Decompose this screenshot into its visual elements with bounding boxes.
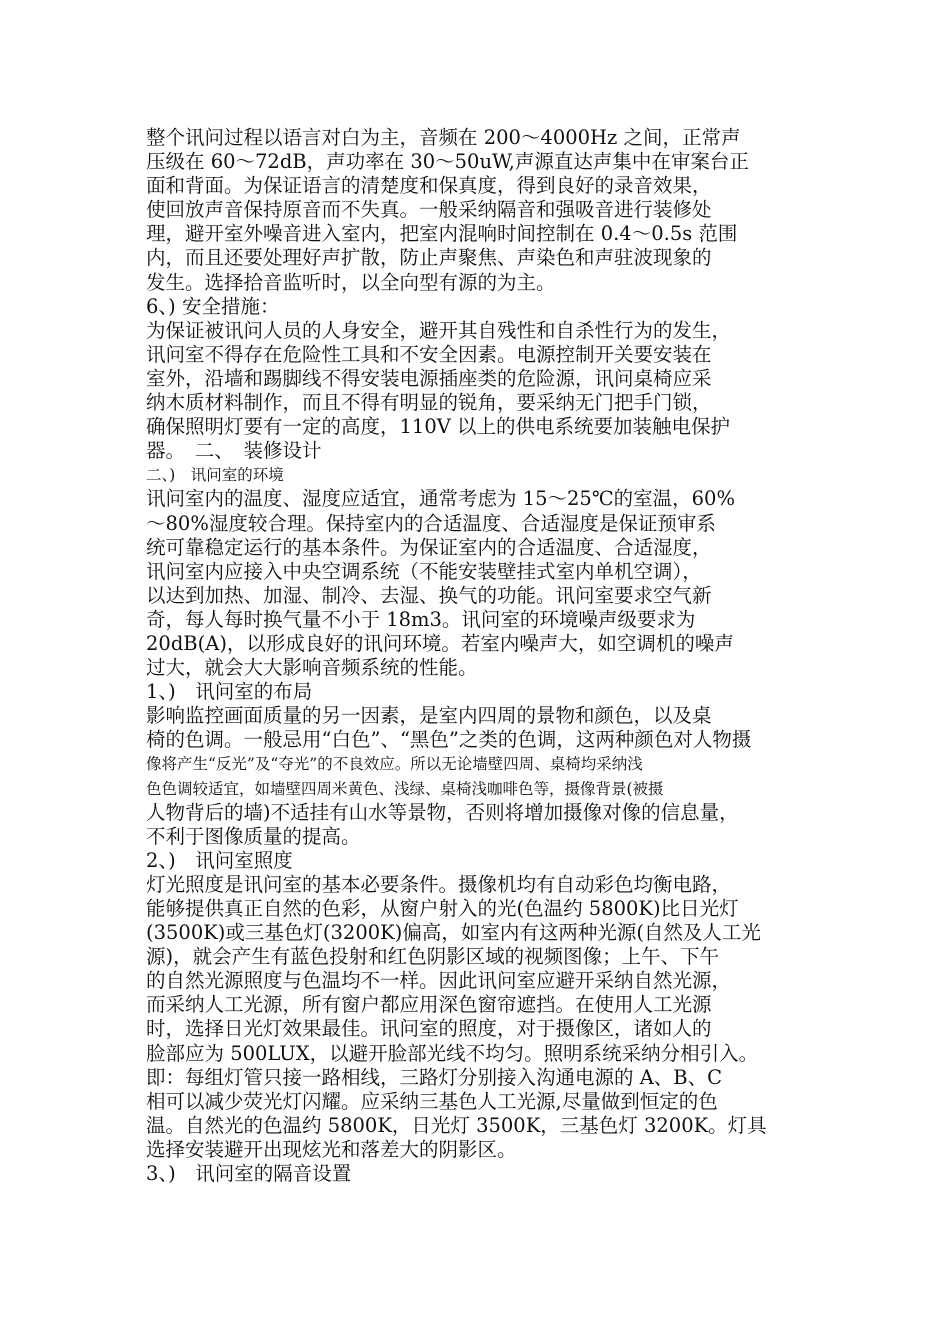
text-line: 发生。选择拾音监听时，以全向型有源的为主。	[146, 270, 556, 294]
section-heading: 二、) 讯问室的环境	[146, 466, 284, 485]
text-line: 器。 二、 装修设计	[146, 439, 322, 463]
text-line: 讯问室内的温度、湿度应适宜，通常考虑为 15～25℃的室温，60%	[146, 487, 735, 511]
section-heading: 3、) 讯问室的隔音设置	[146, 1162, 352, 1186]
section-heading: 2、) 讯问室照度	[146, 848, 293, 872]
section-heading: 6、) 安全措施：	[146, 294, 280, 318]
text-line: 源)，就会产生有蓝色投射和红色阴影区域的视频图像；上午、下午	[146, 945, 720, 969]
text-line: 理，避开室外噪音进入室内，把室内混响时间控制在 0.4～0.5s 范围	[146, 222, 738, 246]
text-line: 选择安装避开出现炫光和落差大的阴影区。	[146, 1137, 517, 1161]
text-line: 室外，沿墙和踢脚线不得安装电源插座类的危险源，讯问桌椅应采	[146, 366, 712, 390]
text-line: 人物背后的墙)不适挂有山水等景物，否则将增加摄像对像的信息量，	[146, 800, 739, 824]
text-line: 以达到加热、加湿、制冷、去湿、换气的功能。讯问室要求空气新	[146, 583, 712, 607]
text-line: 内，而且还要处理好声扩散，防止声聚焦、声染色和声驻波现象的	[146, 246, 712, 270]
text-line: 脸部应为 500LUX，以避开脸部光线不均匀。照明系统采纳分相引入。	[146, 1041, 759, 1065]
text-line: 时，选择日光灯效果最佳。讯问室的照度，对于摄像区，诸如人的	[146, 1017, 712, 1041]
text-line: 不利于图像质量的提高。	[146, 824, 361, 848]
text-line: 能够提供真正自然的色彩，从窗户射入的光(色温约 5800K)比日光灯	[146, 897, 739, 920]
text-line: 统可靠稳定运行的基本条件。为保证室内的合适温度、合适湿度，	[146, 535, 712, 559]
text-line: 色色调较适宜，如墙壁四周米黄色、浅绿、桌椅浅咖啡色等，摄像背景(被摄	[146, 779, 664, 798]
text-line: 为保证被讯问人员的人身安全，避开其自残性和自杀性行为的发生，	[146, 318, 732, 342]
text-line: 使回放声音保持原音而不失真。一般采纳隔音和强吸音进行装修处	[146, 198, 712, 222]
text-line: 而采纳人工光源，所有窗户都应用深色窗帘遮挡。在使用人工光源	[146, 993, 712, 1017]
text-line: 影响监控画面质量的另一因素，是室内四周的景物和颜色，以及桌	[146, 704, 712, 728]
text-line: ～80%湿度较合理。保持室内的合适温度、合适湿度是保证预审系	[146, 511, 716, 535]
document-body	[146, 126, 826, 1186]
text-line: 压级在 60～72dB，声功率在 30～50uW,声源直达声集中在审案台正	[146, 150, 749, 174]
text-line: 20dB(A)，以形成良好的讯问环境。若室内噪声大，如空调机的噪声	[146, 631, 734, 655]
text-line: 纳木质材料制作，而且不得有明显的锐角，要采纳无门把手门锁，	[146, 391, 712, 415]
section-heading: 1、) 讯问室的布局	[146, 680, 313, 704]
text-line: 奇，每人每时换气量不小于 18m3。讯问室的环境噪声级要求为	[146, 607, 696, 631]
text-line: (3500K)或三基色灯(3200K)偏高，如室内有这两种光源(自然及人工光	[146, 921, 761, 945]
text-line: 确保照明灯要有一定的高度，110V 以上的供电系统要加装触电保护	[146, 415, 731, 439]
text-line: 过大，就会大大影响音频系统的性能。	[146, 656, 478, 680]
text-line: 温。自然光的色温约 5800K，日光灯 3500K，三基色灯 3200K。灯具	[146, 1113, 767, 1137]
text-line: 椅的色调。一般忌用“白色”、“黑色”之类的色调，这两种颜色对人物摄	[146, 728, 752, 752]
text-line: 的自然光源照度与色温均不一样。因此讯问室应避开采纳自然光源，	[146, 969, 732, 993]
text-line: 即：每组灯管只接一路相线，三路灯分别接入沟通电源的 A、B、C	[146, 1065, 723, 1089]
text-line: 相可以减少荧光灯闪耀。应采纳三基色人工光源,尽量做到恒定的色	[146, 1089, 718, 1113]
text-line: 整个讯问过程以语言对白为主，音频在 200～4000Hz 之间，正常声	[146, 126, 741, 149]
text-line: 像将产生“反光”及“夺光”的不良效应。所以无论墙壁四周、桌椅均采纳浅	[146, 755, 643, 774]
text-line: 讯问室内应接入中央空调系统（不能安装壁挂式室内单机空调），	[146, 559, 702, 583]
text-line: 讯问室不得存在危险性工具和不安全因素。电源控制开关要安装在	[146, 342, 712, 366]
text-line: 灯光照度是讯问室的基本必要条件。摄像机均有自动彩色均衡电路，	[146, 872, 732, 896]
text-line: 面和背面。为保证语言的清楚度和保真度，得到良好的录音效果，	[146, 174, 712, 198]
